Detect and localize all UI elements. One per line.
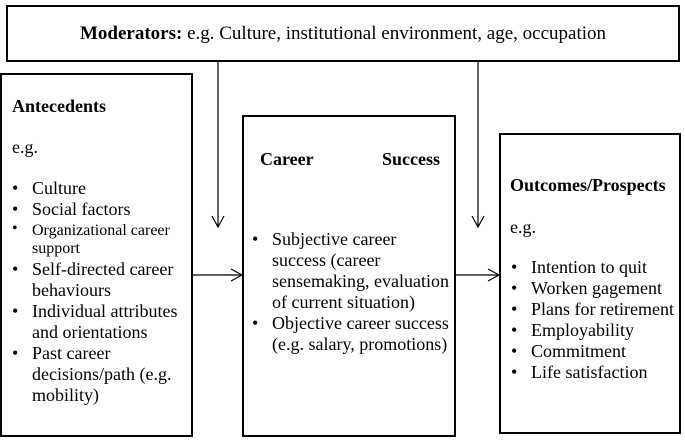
objective-success: Objective career success (e.g. salary, promotions) — [272, 313, 449, 354]
outcomes-title: Outcomes/Prospects — [510, 175, 666, 195]
outcome-life-satisfaction: Life satisfaction — [531, 362, 648, 382]
antecedents-eg: e.g. — [12, 137, 38, 157]
antecedent-past-career: Past career decisions/path (e.g. mobility) — [32, 343, 172, 405]
career-success-box — [242, 115, 456, 437]
outcome-retirement-plans: Plans for retirement — [531, 299, 674, 319]
list-item — [509, 257, 681, 278]
outcome-intention-to-quit: Intention to quit — [531, 257, 647, 277]
success-to-outcomes-head — [488, 269, 499, 281]
list-item — [10, 199, 190, 220]
antecedents-title: Antecedents — [12, 96, 106, 116]
moderators-examples: e.g. Culture, institutional environment, age, occupation — [187, 23, 607, 44]
moderator-arrow-left-head — [212, 216, 224, 227]
antecedent-social-factors: Social factors — [32, 199, 131, 219]
outcome-commitment: Commitment — [531, 341, 627, 361]
list-item — [250, 313, 454, 355]
list-item — [10, 343, 190, 406]
antecedents-box — [0, 73, 193, 437]
moderator-arrow-right-head — [472, 216, 484, 227]
antecedents-list — [10, 178, 190, 406]
list-item — [250, 229, 454, 313]
subjective-success: Subjective career success (career sensemaking, evaluation of current situation) — [272, 229, 449, 312]
outcomes-eg: e.g. — [510, 217, 536, 237]
list-item — [10, 178, 190, 199]
moderators-text — [8, 23, 678, 45]
list-item — [509, 362, 681, 383]
list-item — [509, 341, 681, 362]
outcomes-box — [499, 133, 681, 434]
list-item — [509, 299, 681, 320]
career-success-title-left: Career — [260, 149, 314, 169]
antecedent-self-directed: Self-directed career behaviours — [32, 259, 174, 300]
antecedent-individual-attributes: Individual attributes and orientations — [32, 301, 178, 342]
list-item — [10, 301, 190, 343]
list-item — [10, 259, 190, 301]
list-item — [509, 320, 681, 341]
outcomes-list — [509, 257, 681, 383]
antecedent-culture: Culture — [32, 178, 86, 198]
outcome-work-engagement: Worken gagement — [531, 278, 663, 298]
list-item — [509, 278, 681, 299]
antecedent-organizational-support: Organizational career support — [32, 222, 170, 257]
moderators-label: Moderators: — [79, 23, 183, 44]
career-success-list — [250, 229, 454, 355]
antecedents-to-success-head — [231, 269, 242, 281]
career-success-title-right: Success — [382, 149, 440, 169]
moderators-box — [6, 5, 680, 62]
outcome-employability: Employability — [531, 320, 634, 340]
list-item — [10, 220, 190, 259]
